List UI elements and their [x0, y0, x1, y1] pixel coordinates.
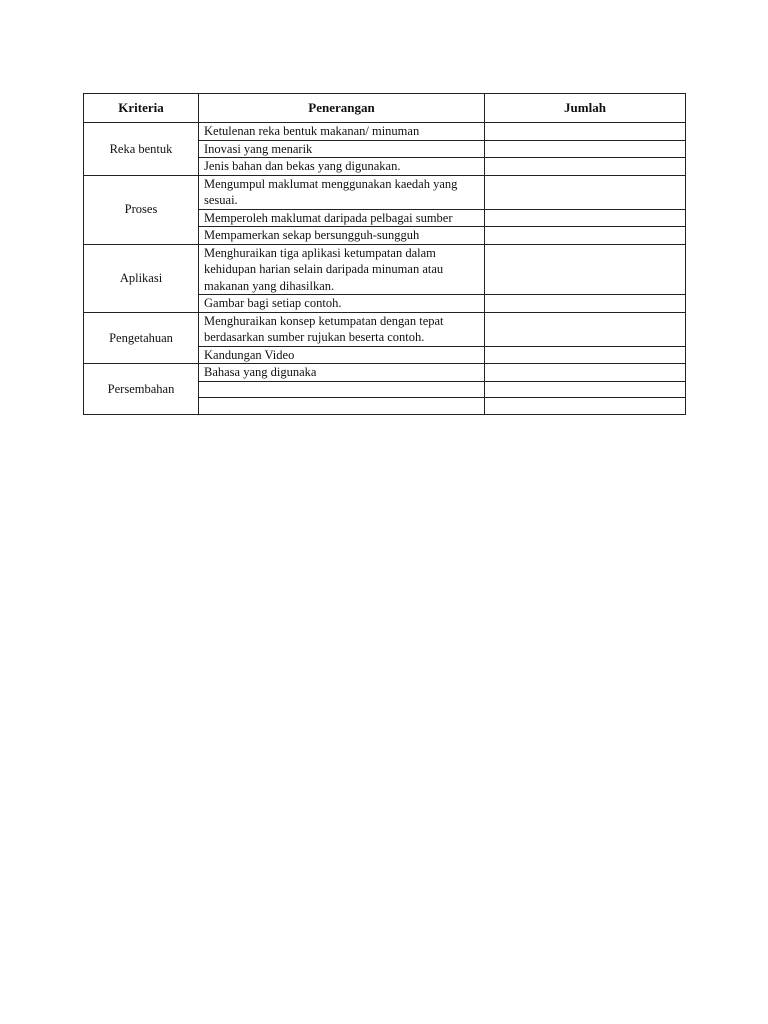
- table-row: [84, 312, 686, 346]
- rubric-table-header: [84, 94, 686, 123]
- table-row: [84, 175, 686, 209]
- jumlah-cell: [485, 398, 686, 415]
- jumlah-cell: [485, 175, 686, 209]
- penerangan-cell: Bahasa yang digunaka: [199, 364, 485, 382]
- jumlah-cell: [485, 158, 686, 176]
- rubric-table-body: [84, 123, 686, 415]
- header-row: [84, 94, 686, 123]
- penerangan-cell: Gambar bagi setiap contoh.: [199, 295, 485, 313]
- header-jumlah: Jumlah: [485, 94, 686, 123]
- kriteria-cell: Persembahan: [84, 364, 199, 415]
- penerangan-cell: Mengumpul maklumat menggunakan kaedah yang sesuai.: [199, 175, 485, 209]
- penerangan-cell: Mempamerkan sekap bersungguh-sungguh: [199, 227, 485, 245]
- penerangan-cell: Kandungan Video: [199, 346, 485, 364]
- kriteria-cell: Pengetahuan: [84, 312, 199, 364]
- jumlah-cell: [485, 140, 686, 158]
- table-row: [84, 123, 686, 141]
- penerangan-cell: Jenis bahan dan bekas yang digunakan.: [199, 158, 485, 176]
- jumlah-cell: [485, 364, 686, 382]
- header-kriteria: Kriteria: [84, 94, 199, 123]
- jumlah-cell: [485, 346, 686, 364]
- table-row: [84, 244, 686, 295]
- jumlah-cell: [485, 312, 686, 346]
- jumlah-cell: [485, 227, 686, 245]
- penerangan-cell: [199, 398, 485, 415]
- kriteria-cell: Proses: [84, 175, 199, 244]
- kriteria-cell: Aplikasi: [84, 244, 199, 312]
- header-penerangan: Penerangan: [199, 94, 485, 123]
- penerangan-cell: Menghuraikan tiga aplikasi ketumpatan dalam kehidupan harian selain daripada minuman atau makanan yang dihasilkan.: [199, 244, 485, 295]
- jumlah-cell: [485, 295, 686, 313]
- jumlah-cell: [485, 209, 686, 227]
- penerangan-cell: [199, 381, 485, 398]
- penerangan-cell: Menghuraikan konsep ketumpatan dengan tepat berdasarkan sumber rujukan beserta contoh.: [199, 312, 485, 346]
- penerangan-cell: Inovasi yang menarik: [199, 140, 485, 158]
- table-row: [84, 364, 686, 382]
- jumlah-cell: [485, 381, 686, 398]
- jumlah-cell: [485, 244, 686, 295]
- kriteria-cell: Reka bentuk: [84, 123, 199, 176]
- jumlah-cell: [485, 123, 686, 141]
- penerangan-cell: Memperoleh maklumat daripada pelbagai sumber: [199, 209, 485, 227]
- penerangan-cell: Ketulenan reka bentuk makanan/ minuman: [199, 123, 485, 141]
- rubric-table: [83, 93, 686, 415]
